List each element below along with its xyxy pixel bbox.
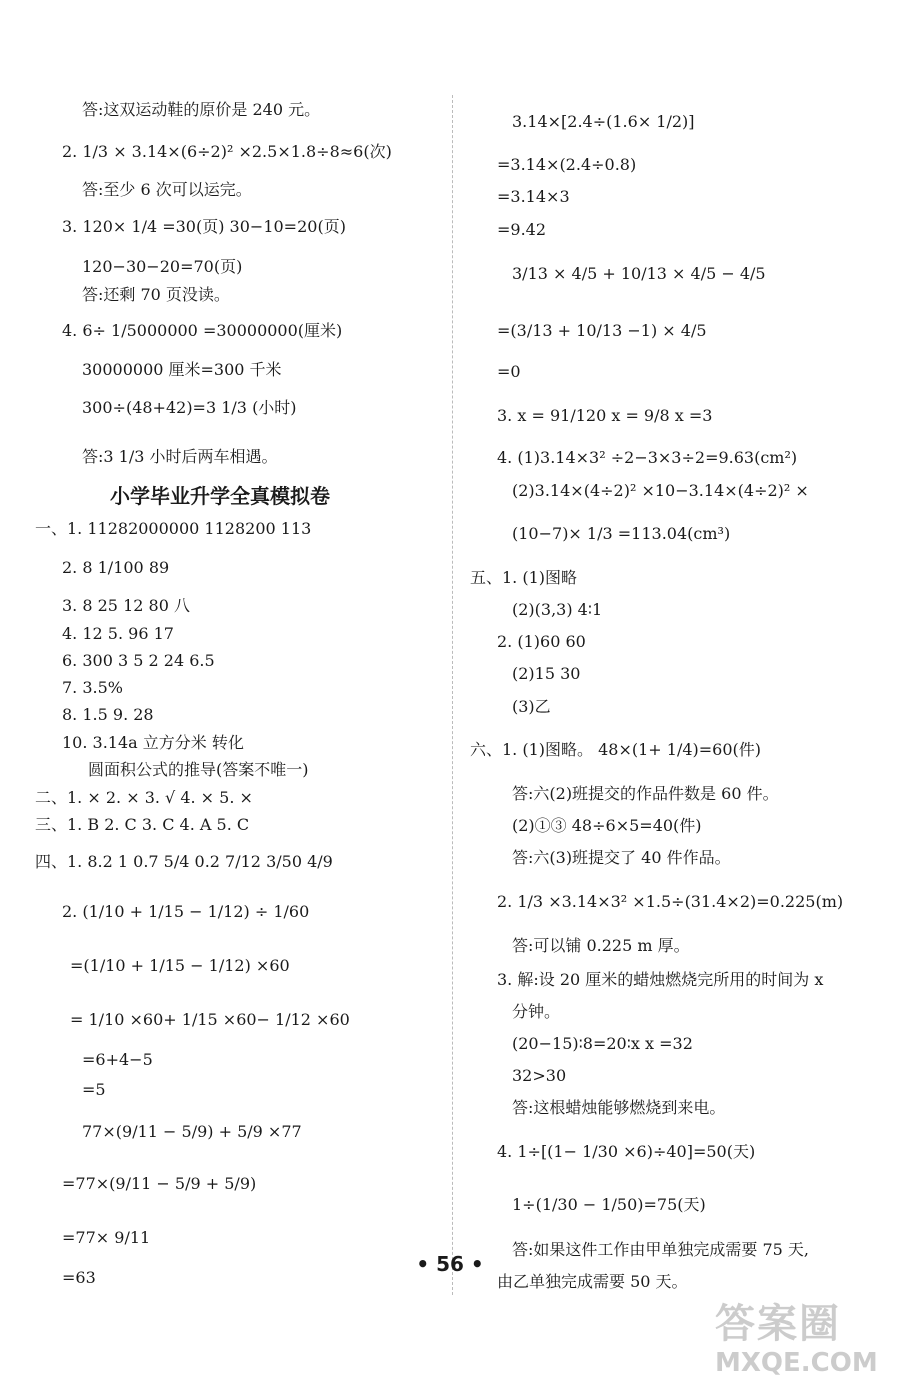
answer-line: =0 xyxy=(497,362,521,381)
answer-line: 答:还剩 70 页没读。 xyxy=(82,285,230,304)
answer-line: 3. 解:设 20 厘米的蜡烛燃烧完所用的时间为 x xyxy=(497,970,824,989)
answer-line: (2)15 30 xyxy=(512,664,581,683)
answer-line: (10−7)× 1/3 =113.04(cm³) xyxy=(512,524,731,543)
answer-line: 32>30 xyxy=(512,1066,567,1085)
answer-line: =77× 9/11 xyxy=(62,1228,151,1247)
answer-line: 五、1. (1)图略 xyxy=(470,568,578,587)
answer-line: 答:至少 6 次可以运完。 xyxy=(82,180,252,199)
answer-line: 答:这根蜡烛能够燃烧到来电。 xyxy=(512,1098,726,1117)
answer-line: 8. 1.5 9. 28 xyxy=(62,705,154,724)
answer-line: 3/13 × 4/5 + 10/13 × 4/5 − 4/5 xyxy=(512,264,766,283)
answer-line: 4. 1÷[(1− 1/30 ×6)÷40]=50(天) xyxy=(497,1142,756,1161)
answer-line: 30000000 厘米=300 千米 xyxy=(82,360,282,379)
answer-line: 3. x = 91/120 x = 9/8 x =3 xyxy=(497,406,713,425)
answer-line: 3.14×[2.4÷(1.6× 1/2)] xyxy=(512,112,695,131)
answer-line: 二、1. × 2. × 3. √ 4. × 5. × xyxy=(35,788,253,807)
answer-line: 2. 8 1/100 89 xyxy=(62,558,170,577)
answer-line: =6+4−5 xyxy=(82,1050,153,1069)
answer-line: 4. (1)3.14×3² ÷2−3×3÷2=9.63(cm²) xyxy=(497,448,798,467)
answer-line: (20−15)∶8=20∶x x =32 xyxy=(512,1034,693,1053)
answer-line: (2)①③ 48÷6×5=40(件) xyxy=(512,816,702,835)
answer-line: 圆面积公式的推导(答案不唯一) xyxy=(88,760,309,779)
answer-line: =9.42 xyxy=(497,220,547,239)
answer-line: =63 xyxy=(62,1268,96,1287)
answer-line: =(1/10 + 1/15 − 1/12) ×60 xyxy=(70,956,290,975)
answer-line: 3. 8 25 12 80 八 xyxy=(62,596,190,615)
answer-line: 10. 3.14a 立方分米 转化 xyxy=(62,733,244,752)
answer-line: 一、1. 11282000000 1128200 113 xyxy=(35,519,312,538)
answer-line: =77×(9/11 − 5/9 + 5/9) xyxy=(62,1174,257,1193)
answer-line: 答:3 1/3 小时后两车相遇。 xyxy=(82,447,278,466)
answer-line: (2)(3,3) 4∶1 xyxy=(512,600,603,619)
answer-line: 六、1. (1)图略。 48×(1+ 1/4)=60(件) xyxy=(470,740,762,759)
answer-line: (2)3.14×(4÷2)² ×10−3.14×(4÷2)² × xyxy=(512,481,809,500)
answer-line: 4. 6÷ 1/5000000 =30000000(厘米) xyxy=(62,321,343,340)
answer-line: 2. 1/3 ×3.14×3² ×1.5÷(31.4×2)=0.225(m) xyxy=(497,892,844,911)
page-number: • 56 • xyxy=(416,1252,484,1276)
answer-line: =(3/13 + 10/13 −1) × 4/5 xyxy=(497,321,707,340)
answer-line: =3.14×3 xyxy=(497,187,570,206)
answer-line: 三、1. B 2. C 3. C 4. A 5. C xyxy=(35,815,250,834)
answer-line: 答:如果这件工作由甲单独完成需要 75 天, xyxy=(512,1240,810,1259)
answer-line: 1÷(1/30 − 1/50)=75(天) xyxy=(512,1195,706,1214)
answer-line: 2. 1/3 × 3.14×(6÷2)² ×2.5×1.8÷8≈6(次) xyxy=(62,142,392,161)
answer-line: 由乙单独完成需要 50 天。 xyxy=(497,1272,688,1291)
answer-line: 答:六(2)班提交的作品件数是 60 件。 xyxy=(512,784,779,803)
answer-line: 2. (1/10 + 1/15 − 1/12) ÷ 1/60 xyxy=(62,902,310,921)
answer-line: 3. 120× 1/4 =30(页) 30−10=20(页) xyxy=(62,217,346,236)
answer-line: 答:可以铺 0.225 m 厚。 xyxy=(512,936,690,955)
answer-line: 77×(9/11 − 5/9) + 5/9 ×77 xyxy=(82,1122,302,1141)
watermark-bottom-text: MXQE.COM xyxy=(715,1348,878,1378)
answer-line: 120−30−20=70(页) xyxy=(82,257,243,276)
answer-line: 分钟。 xyxy=(512,1002,561,1021)
column-divider xyxy=(452,95,453,1295)
answer-line: 2. (1)60 60 xyxy=(497,632,586,651)
answer-line: =3.14×(2.4÷0.8) xyxy=(497,155,637,174)
answer-line: 7. 3.5% xyxy=(62,678,123,697)
section-title: 小学毕业升学全真模拟卷 xyxy=(110,484,330,508)
answer-line: = 1/10 ×60+ 1/15 ×60− 1/12 ×60 xyxy=(70,1010,350,1029)
watermark-logo xyxy=(715,1300,895,1385)
answer-line: 300÷(48+42)=3 1/3 (小时) xyxy=(82,398,297,417)
answer-line: =5 xyxy=(82,1080,106,1099)
answer-line: 四、1. 8.2 1 0.7 5/4 0.2 7/12 3/50 4/9 xyxy=(35,852,333,871)
answer-line: 4. 12 5. 96 17 xyxy=(62,624,174,643)
answer-line: 6. 300 3 5 2 24 6.5 xyxy=(62,651,215,670)
answer-line: 答:六(3)班提交了 40 件作品。 xyxy=(512,848,731,867)
watermark-top-text: 答案圈 xyxy=(715,1301,841,1347)
answer-line: 答:这双运动鞋的原价是 240 元。 xyxy=(82,100,321,119)
answer-line: (3)乙 xyxy=(512,697,551,716)
